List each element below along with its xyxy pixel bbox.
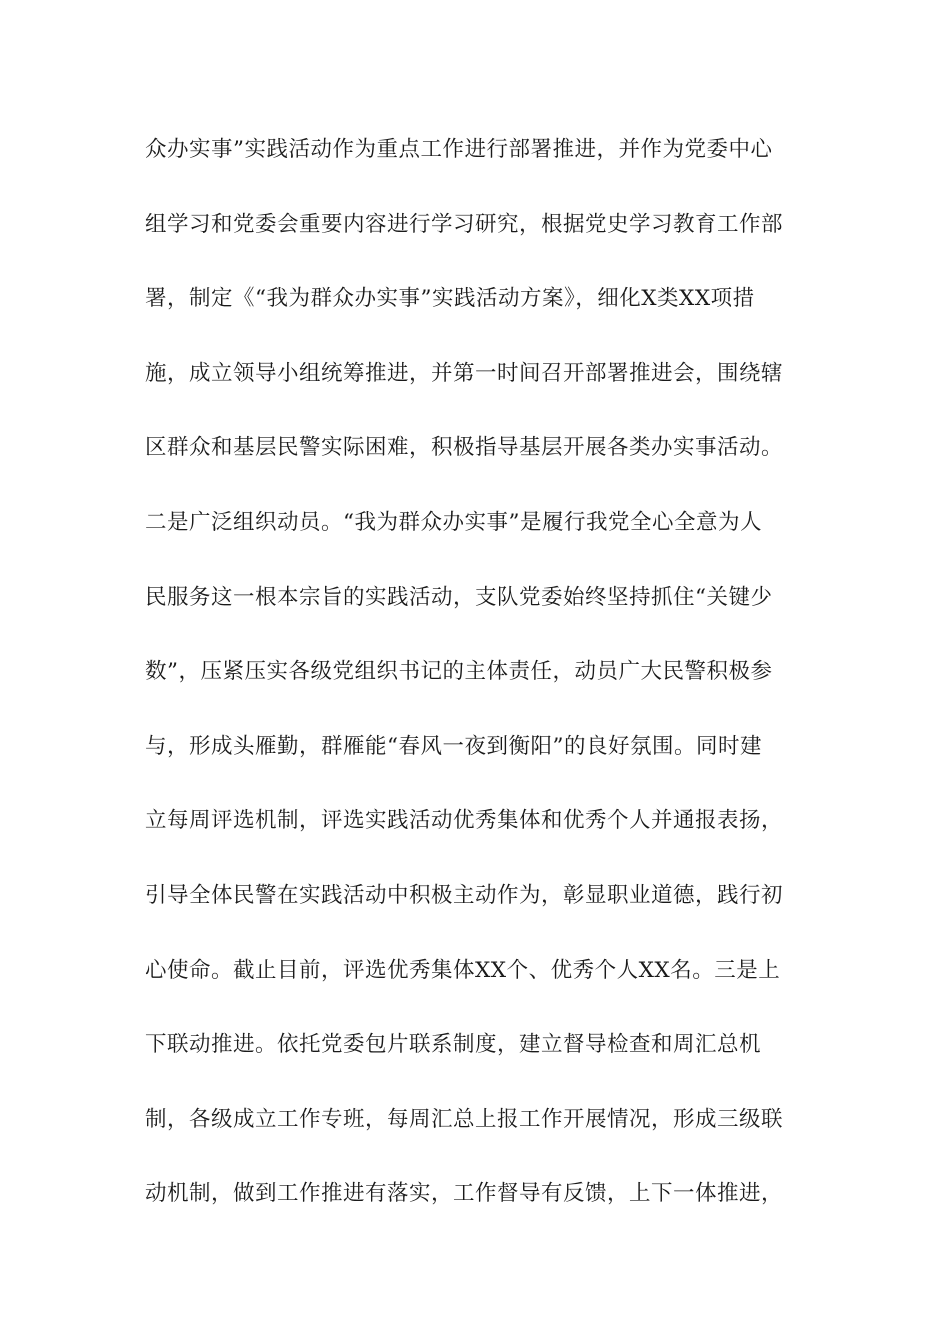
body-text [145,128,815,1247]
text-line: 署，制定《“我为群众办实事”实践活动方案》，细化X类XX项措 [145,286,755,312]
text-line: 与，形成头雁勤，群雁能“春风一夜到衡阳”的良好氛围。同时建 [145,733,762,759]
text-line: 引导全体民警在实践活动中积极主动作为，彰显职业道德，践行初 [145,882,784,908]
text-line: 数”，压紧压实各级党组织书记的主体责任，动员广大民警积极参 [145,659,773,685]
text-line: 立每周评选机制，评选实践活动优秀集体和优秀个人并通报表扬， [145,808,784,834]
text-line: 民服务这一根本宗旨的实践活动，支队党委始终坚持抓住“关键少 [145,584,773,610]
text-line: 众办实事”实践活动作为重点工作进行部署推进，并作为党委中心 [145,137,773,162]
text-line: 心使命。截止目前，评选优秀集体XX个、优秀个人XX名。三是上 [145,957,781,983]
text-line: 区群众和基层民警实际困难，积极指导基层开展各类办实事活动。 [145,435,784,461]
text-line: 下联动推进。依托党委包片联系制度，建立督导检查和周汇总机 [145,1032,762,1058]
text-line: 二是广泛组织动员。“我为群众办实事”是履行我党全心全意为人 [145,509,762,535]
text-line: 制，各级成立工作专班，每周汇总上报工作开展情况，形成三级联 [145,1106,784,1132]
text-line: 动机制，做到工作推进有落实，工作督导有反馈，上下一体推进， [145,1181,784,1207]
text-line: 施，成立领导小组统筹推进，并第一时间召开部署推进会，围绕辖 [145,360,784,386]
text-line: 组学习和党委会重要内容进行学习研究，根据党史学习教育工作部 [145,211,784,237]
